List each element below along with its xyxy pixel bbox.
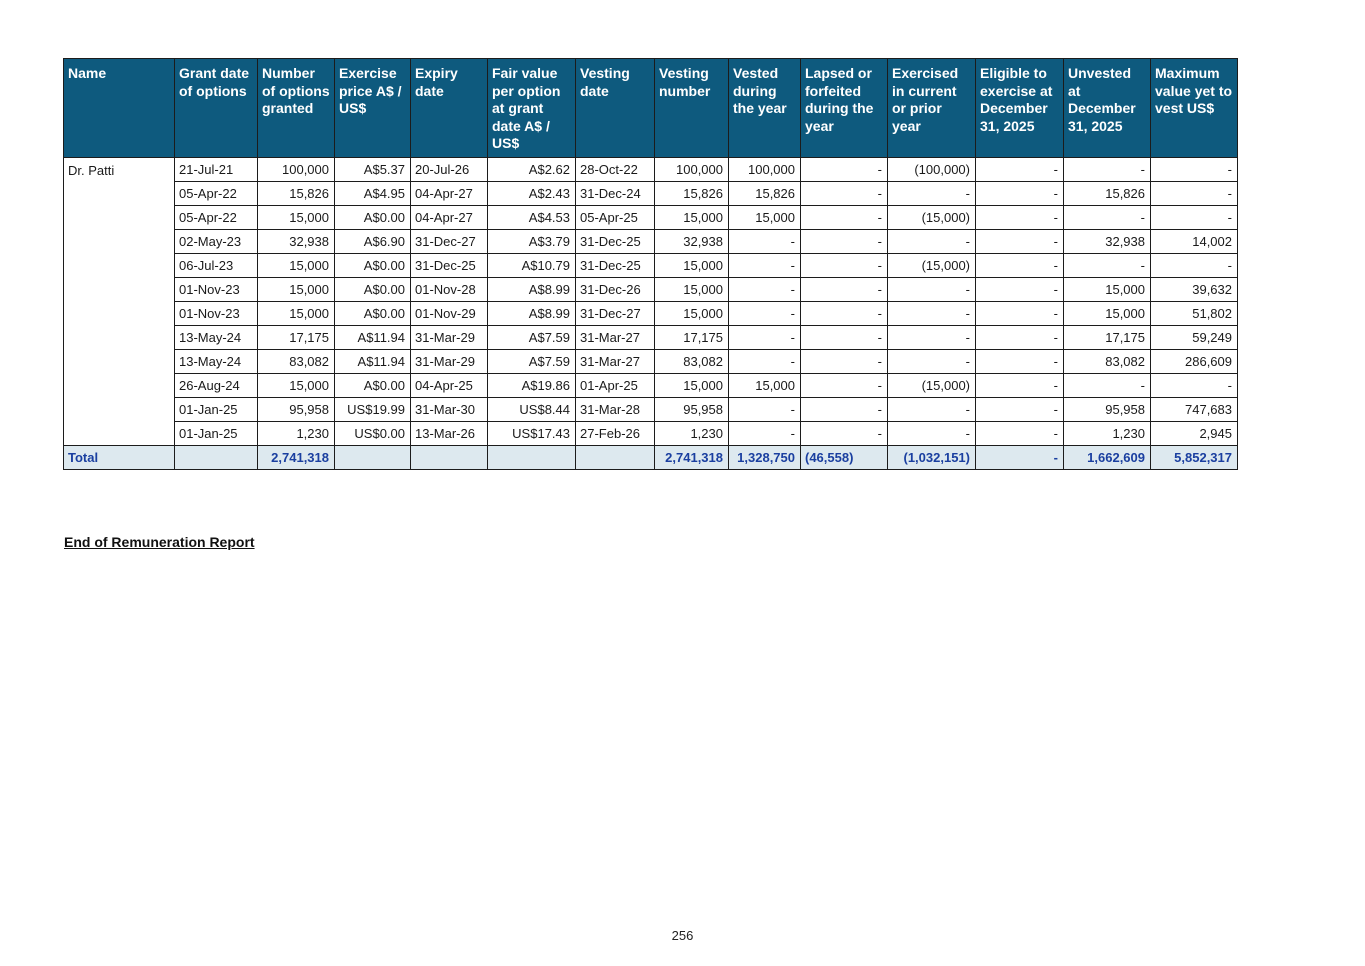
total-cell: 5,852,317 — [1151, 445, 1238, 469]
total-cell — [335, 445, 411, 469]
table-cell: 59,249 — [1151, 325, 1238, 349]
header-vesting-number: Vesting number — [655, 59, 729, 158]
table-cell: - — [801, 229, 888, 253]
table-cell: 04-Apr-25 — [411, 373, 488, 397]
table-cell: 83,082 — [655, 349, 729, 373]
table-cell: 15,826 — [729, 181, 801, 205]
total-cell: (46,558) — [801, 445, 888, 469]
table-cell: 01-Jan-25 — [175, 397, 258, 421]
table-cell: 15,000 — [655, 205, 729, 229]
table-cell: - — [976, 277, 1064, 301]
header-grant-date: Grant date of options — [175, 59, 258, 158]
table-cell: US$19.99 — [335, 397, 411, 421]
page-number: 256 — [671, 928, 694, 943]
header-exercised: Exercised in current or prior year — [888, 59, 976, 158]
table-cell: - — [729, 397, 801, 421]
table-cell: 01-Apr-25 — [576, 373, 655, 397]
table-cell: 2,945 — [1151, 421, 1238, 445]
table-cell: A$8.99 — [488, 301, 576, 325]
participant-name-cell: Dr. Patti — [64, 157, 175, 445]
total-cell: - — [976, 445, 1064, 469]
table-cell: A$10.79 — [488, 253, 576, 277]
table-cell: 31-Dec-27 — [576, 301, 655, 325]
table-cell: (15,000) — [888, 373, 976, 397]
header-vested: Vested during the year — [729, 59, 801, 158]
end-of-report-title: End of Remuneration Report — [64, 534, 255, 550]
header-exercise-price: Exercise price A$ / US$ — [335, 59, 411, 158]
table-cell: A$11.94 — [335, 349, 411, 373]
table-cell: - — [976, 181, 1064, 205]
table-cell: 01-Nov-29 — [411, 301, 488, 325]
table-cell: 31-Mar-27 — [576, 325, 655, 349]
total-cell: 1,662,609 — [1064, 445, 1151, 469]
table-cell: 100,000 — [729, 157, 801, 181]
total-row — [64, 445, 1238, 469]
table-cell: 31-Mar-29 — [411, 325, 488, 349]
table-cell: 15,000 — [258, 277, 335, 301]
table-cell: - — [976, 157, 1064, 181]
table-cell: 31-Dec-25 — [576, 229, 655, 253]
table-cell: - — [729, 325, 801, 349]
table-cell: - — [729, 301, 801, 325]
table-cell: 02-May-23 — [175, 229, 258, 253]
table-cell: 13-May-24 — [175, 349, 258, 373]
table-cell: 15,000 — [1064, 301, 1151, 325]
options-table — [63, 58, 1238, 470]
table-cell: - — [1064, 253, 1151, 277]
table-cell: - — [801, 181, 888, 205]
table-cell: - — [729, 277, 801, 301]
table-cell: 15,000 — [258, 373, 335, 397]
table-cell: 20-Jul-26 — [411, 157, 488, 181]
table-cell: - — [729, 253, 801, 277]
table-cell: 286,609 — [1151, 349, 1238, 373]
table-cell: A$0.00 — [335, 277, 411, 301]
table-cell: A$3.79 — [488, 229, 576, 253]
table-cell: A$0.00 — [335, 301, 411, 325]
table-cell: 95,958 — [1064, 397, 1151, 421]
table-cell: 05-Apr-22 — [175, 181, 258, 205]
table-cell: 31-Mar-29 — [411, 349, 488, 373]
table-cell: - — [976, 397, 1064, 421]
table-cell: 31-Mar-27 — [576, 349, 655, 373]
total-cell: 2,741,318 — [258, 445, 335, 469]
table-cell: 51,802 — [1151, 301, 1238, 325]
table-cell: A$0.00 — [335, 205, 411, 229]
table-cell: 39,632 — [1151, 277, 1238, 301]
table-cell: - — [1151, 253, 1238, 277]
table-cell: 06-Jul-23 — [175, 253, 258, 277]
table-row — [64, 229, 1238, 253]
table-cell: - — [888, 277, 976, 301]
header-name: Name — [64, 59, 175, 158]
table-cell: 100,000 — [258, 157, 335, 181]
table-cell: - — [1151, 157, 1238, 181]
table-cell: 27-Feb-26 — [576, 421, 655, 445]
table-cell: - — [976, 325, 1064, 349]
table-cell: A$4.95 — [335, 181, 411, 205]
table-cell: - — [1151, 181, 1238, 205]
table-cell: - — [1064, 205, 1151, 229]
table-cell: 1,230 — [655, 421, 729, 445]
table-cell: - — [1151, 205, 1238, 229]
table-row — [64, 325, 1238, 349]
table-cell: - — [801, 349, 888, 373]
table-cell: - — [729, 349, 801, 373]
table-cell: - — [888, 301, 976, 325]
header-vesting-date: Vesting date — [576, 59, 655, 158]
table-cell: 05-Apr-25 — [576, 205, 655, 229]
table-cell: 31-Dec-24 — [576, 181, 655, 205]
table-row — [64, 301, 1238, 325]
table-cell: 15,826 — [655, 181, 729, 205]
table-cell: - — [729, 421, 801, 445]
table-cell: 15,000 — [655, 373, 729, 397]
table-cell: - — [801, 157, 888, 181]
table-cell: - — [976, 373, 1064, 397]
table-cell: 15,826 — [258, 181, 335, 205]
table-cell: 05-Apr-22 — [175, 205, 258, 229]
table-cell: 31-Mar-28 — [576, 397, 655, 421]
table-cell: 01-Jan-25 — [175, 421, 258, 445]
header-fair-value: Fair value per option at grant date A$ / US$ — [488, 59, 576, 158]
table-cell: - — [1064, 373, 1151, 397]
table-cell: 04-Apr-27 — [411, 181, 488, 205]
table-cell: A$4.53 — [488, 205, 576, 229]
table-cell: 01-Nov-23 — [175, 301, 258, 325]
table-cell: A$0.00 — [335, 373, 411, 397]
table-cell: 1,230 — [258, 421, 335, 445]
table-cell: - — [976, 301, 1064, 325]
table-cell: - — [801, 397, 888, 421]
table-cell: - — [976, 421, 1064, 445]
total-cell: (1,032,151) — [888, 445, 976, 469]
table-cell: - — [976, 253, 1064, 277]
table-cell: 15,000 — [1064, 277, 1151, 301]
table-cell: A$8.99 — [488, 277, 576, 301]
table-row — [64, 181, 1238, 205]
table-cell: 15,000 — [655, 253, 729, 277]
table-cell: 14,002 — [1151, 229, 1238, 253]
table-cell: - — [888, 397, 976, 421]
table-cell: - — [801, 277, 888, 301]
table-cell: - — [1151, 373, 1238, 397]
table-cell: - — [888, 349, 976, 373]
table-cell: US$0.00 — [335, 421, 411, 445]
table-cell: A$2.43 — [488, 181, 576, 205]
table-cell: 1,230 — [1064, 421, 1151, 445]
table-row — [64, 205, 1238, 229]
table-cell: 31-Dec-25 — [411, 253, 488, 277]
table-cell: (100,000) — [888, 157, 976, 181]
total-cell — [411, 445, 488, 469]
total-cell — [488, 445, 576, 469]
table-row — [64, 157, 1238, 181]
table-cell: A$6.90 — [335, 229, 411, 253]
table-cell: A$2.62 — [488, 157, 576, 181]
table-cell: A$7.59 — [488, 349, 576, 373]
table-cell: 83,082 — [258, 349, 335, 373]
table-cell: 32,938 — [258, 229, 335, 253]
table-cell: - — [976, 229, 1064, 253]
table-row — [64, 373, 1238, 397]
table-cell: (15,000) — [888, 205, 976, 229]
table-cell: 15,000 — [258, 253, 335, 277]
table-cell: - — [1064, 157, 1151, 181]
table-cell: 747,683 — [1151, 397, 1238, 421]
table-cell: 31-Dec-27 — [411, 229, 488, 253]
table-cell: 15,000 — [729, 373, 801, 397]
table-cell: - — [976, 205, 1064, 229]
table-cell: 15,000 — [655, 277, 729, 301]
table-cell: - — [801, 205, 888, 229]
table-cell: - — [801, 421, 888, 445]
table-cell: 31-Mar-30 — [411, 397, 488, 421]
table-cell: 17,175 — [1064, 325, 1151, 349]
table-cell: 100,000 — [655, 157, 729, 181]
table-cell: 83,082 — [1064, 349, 1151, 373]
table-cell: 95,958 — [258, 397, 335, 421]
table-row — [64, 253, 1238, 277]
table-cell: - — [801, 373, 888, 397]
table-row — [64, 349, 1238, 373]
table-cell: 17,175 — [655, 325, 729, 349]
table-cell: 15,000 — [729, 205, 801, 229]
table-cell: - — [888, 325, 976, 349]
header-max-value: Maximum value yet to vest US$ — [1151, 59, 1238, 158]
total-cell — [175, 445, 258, 469]
table-cell: - — [976, 349, 1064, 373]
table-cell: A$5.37 — [335, 157, 411, 181]
table-cell: A$11.94 — [335, 325, 411, 349]
table-cell: 31-Dec-25 — [576, 253, 655, 277]
table-cell: 15,000 — [258, 205, 335, 229]
table-body — [64, 157, 1238, 469]
table-cell: - — [888, 181, 976, 205]
table-cell: US$17.43 — [488, 421, 576, 445]
table-cell: (15,000) — [888, 253, 976, 277]
header-unvested: Unvested at December 31, 2025 — [1064, 59, 1151, 158]
table-cell: 15,826 — [1064, 181, 1151, 205]
header-row — [64, 59, 1238, 158]
total-cell: 2,741,318 — [655, 445, 729, 469]
table-cell: A$19.86 — [488, 373, 576, 397]
table-cell: - — [729, 229, 801, 253]
table-cell: - — [888, 421, 976, 445]
table-cell: 01-Nov-23 — [175, 277, 258, 301]
total-cell: 1,328,750 — [729, 445, 801, 469]
table-cell: 04-Apr-27 — [411, 205, 488, 229]
table-cell: 13-Mar-26 — [411, 421, 488, 445]
table-cell: 31-Dec-26 — [576, 277, 655, 301]
table-row — [64, 277, 1238, 301]
table-cell: 13-May-24 — [175, 325, 258, 349]
table-cell: 15,000 — [655, 301, 729, 325]
table-row — [64, 397, 1238, 421]
table-cell: 21-Jul-21 — [175, 157, 258, 181]
table-cell: - — [801, 253, 888, 277]
table-cell: 01-Nov-28 — [411, 277, 488, 301]
table-row — [64, 421, 1238, 445]
header-options-granted: Number of options granted — [258, 59, 335, 158]
table-cell: - — [801, 325, 888, 349]
table-cell: - — [801, 301, 888, 325]
table-cell: US$8.44 — [488, 397, 576, 421]
table-cell: 26-Aug-24 — [175, 373, 258, 397]
table-cell: A$0.00 — [335, 253, 411, 277]
total-label: Total — [64, 445, 175, 469]
table-cell: 32,938 — [1064, 229, 1151, 253]
table-cell: - — [888, 229, 976, 253]
table-cell: 15,000 — [258, 301, 335, 325]
table-cell: 95,958 — [655, 397, 729, 421]
table-cell: 17,175 — [258, 325, 335, 349]
header-eligible: Eligible to exercise at December 31, 2025 — [976, 59, 1064, 158]
table-cell: 28-Oct-22 — [576, 157, 655, 181]
table-cell: A$7.59 — [488, 325, 576, 349]
table-cell: 32,938 — [655, 229, 729, 253]
header-expiry-date: Expiry date — [411, 59, 488, 158]
total-cell — [576, 445, 655, 469]
header-lapsed: Lapsed or forfeited during the year — [801, 59, 888, 158]
